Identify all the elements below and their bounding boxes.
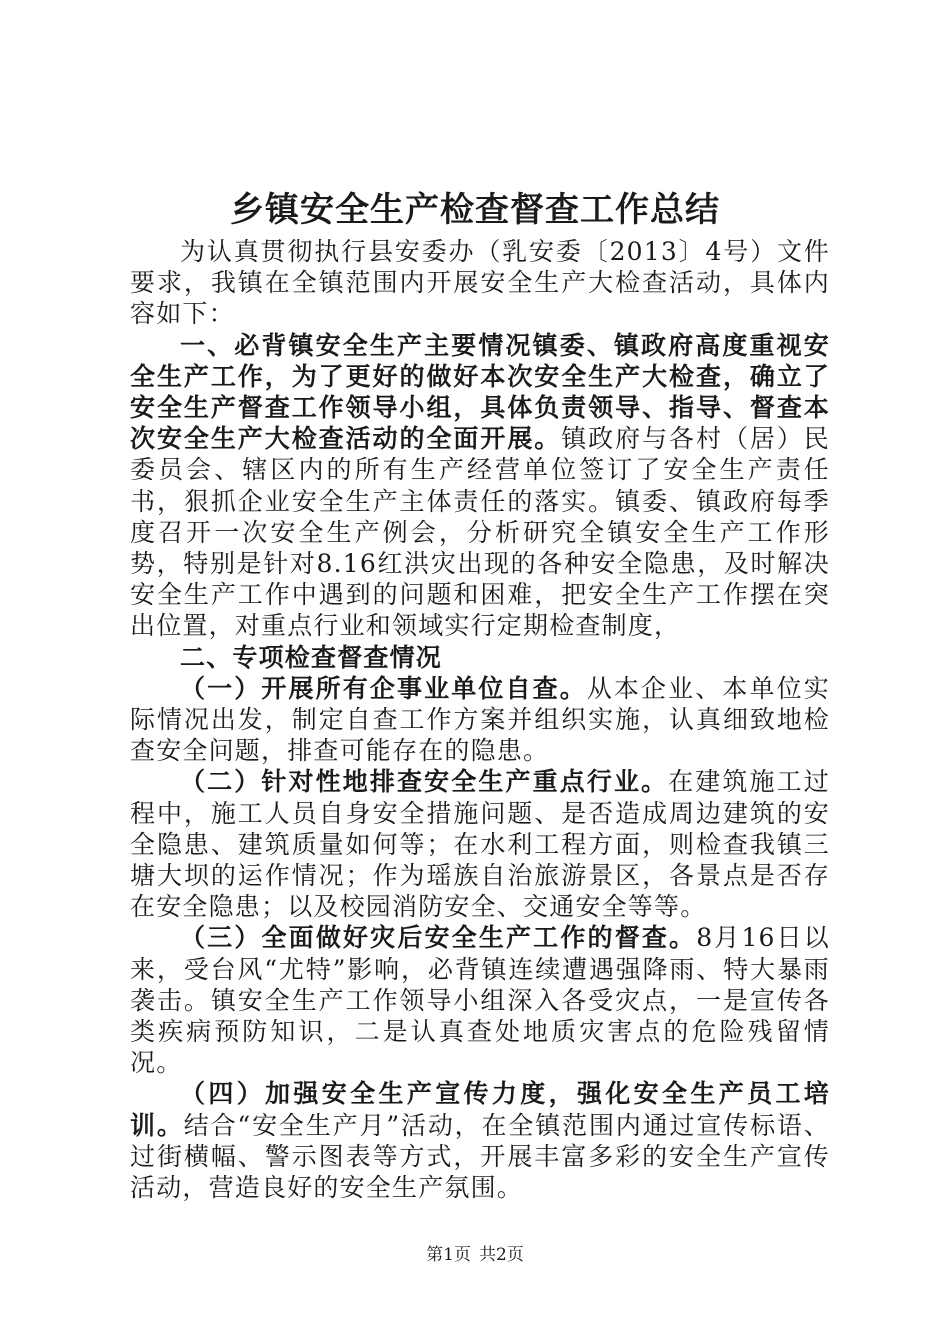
paragraph-text: 为认真贯彻执行县安委办（乳安委〔2013〕4号）文件要求，我镇在全镇范围内开展安全生产大检查活动，具体内容如下： bbox=[130, 237, 830, 329]
document-title: 乡镇安全生产检查督查工作总结 bbox=[230, 190, 720, 230]
paragraph-bold-lead: （三）全面做好灾后安全生产工作的督查。 bbox=[180, 923, 697, 953]
paragraph-bold-lead: （四）加强安全生产宣传力度，强化安全生产员工培训。 bbox=[130, 1079, 830, 1140]
section-heading-2 bbox=[130, 642, 830, 673]
paragraph-text: 从本企业、本单位实际情况出发，制定自查工作方案并组织实施，认真细致地检查安全问题，排查可能存在的隐患。 bbox=[130, 673, 830, 766]
paragraph-bold-lead: 一、必背镇安全生产主要情况镇委、镇政府高度重视安全生产工作，为了更好的做好本次安全生产大检查，确立了安全生产督查工作领导小组，具体负责领导、指导、督查本次安全生产大检查活动的全面开展。 bbox=[130, 330, 830, 454]
paragraph-text: 结合“安全生产月”活动，在全镇范围内通过宣传标语、过街横幅、警示图表等方式，开展丰富多彩的安全生产宣传活动，营造良好的安全生产氛围。 bbox=[130, 1110, 830, 1203]
page-total: 共2页 bbox=[479, 1245, 524, 1265]
paragraph-bold-lead: （二）针对性地排查安全生产重点行业。 bbox=[180, 767, 669, 797]
paragraph-item-3 bbox=[130, 922, 830, 1078]
page-footer bbox=[0, 1243, 950, 1267]
paragraph-text: 在建筑施工过程中，施工人员自身安全措施问题、是否造成周边建筑的安全隐患、建筑质量如何等；在水利工程方面，则检查我镇三塘大坝的运作情况；作为瑶族自治旅游景区，各景点是否存在安全隐患；以及校园消防安全、交通安全等等。 bbox=[130, 767, 830, 922]
paragraph-item-4 bbox=[130, 1078, 830, 1203]
paragraph-text: 镇政府与各村（居）民委员会、辖区内的所有生产经营单位签订了安全生产责任书，狠抓企业安全生产主体责任的落实。镇委、镇政府每季度召开一次安全生产例会，分析研究全镇安全生产工作形势，特别是针对8.16红洪灾出现的各种安全隐患，及时解决安全生产工作中遇到的问题和困难，把安全生产工作摆在突出位置，对重点行业和领域实行定期检查制度， bbox=[130, 424, 830, 641]
page-number: 第1页 bbox=[426, 1245, 471, 1265]
paragraph-text: 8月16日以来，受台风“尤特”影响，必背镇连续遭遇强降雨、特大暴雨袭击。镇安全生产工作领导小组深入各受灾点，一是宣传各类疾病预防知识，二是认真查处地质灾害点的危险残留情况。 bbox=[130, 923, 830, 1078]
paragraph-item-2 bbox=[130, 766, 830, 922]
section-heading-text: 二、专项检查督查情况 bbox=[180, 642, 443, 672]
paragraph-bold-lead: （一）开展所有企事业单位自查。 bbox=[180, 673, 587, 703]
document-body bbox=[130, 236, 830, 1203]
paragraph-intro bbox=[130, 236, 830, 330]
paragraph-item-1 bbox=[130, 673, 830, 767]
paragraph-section-1 bbox=[130, 330, 830, 642]
